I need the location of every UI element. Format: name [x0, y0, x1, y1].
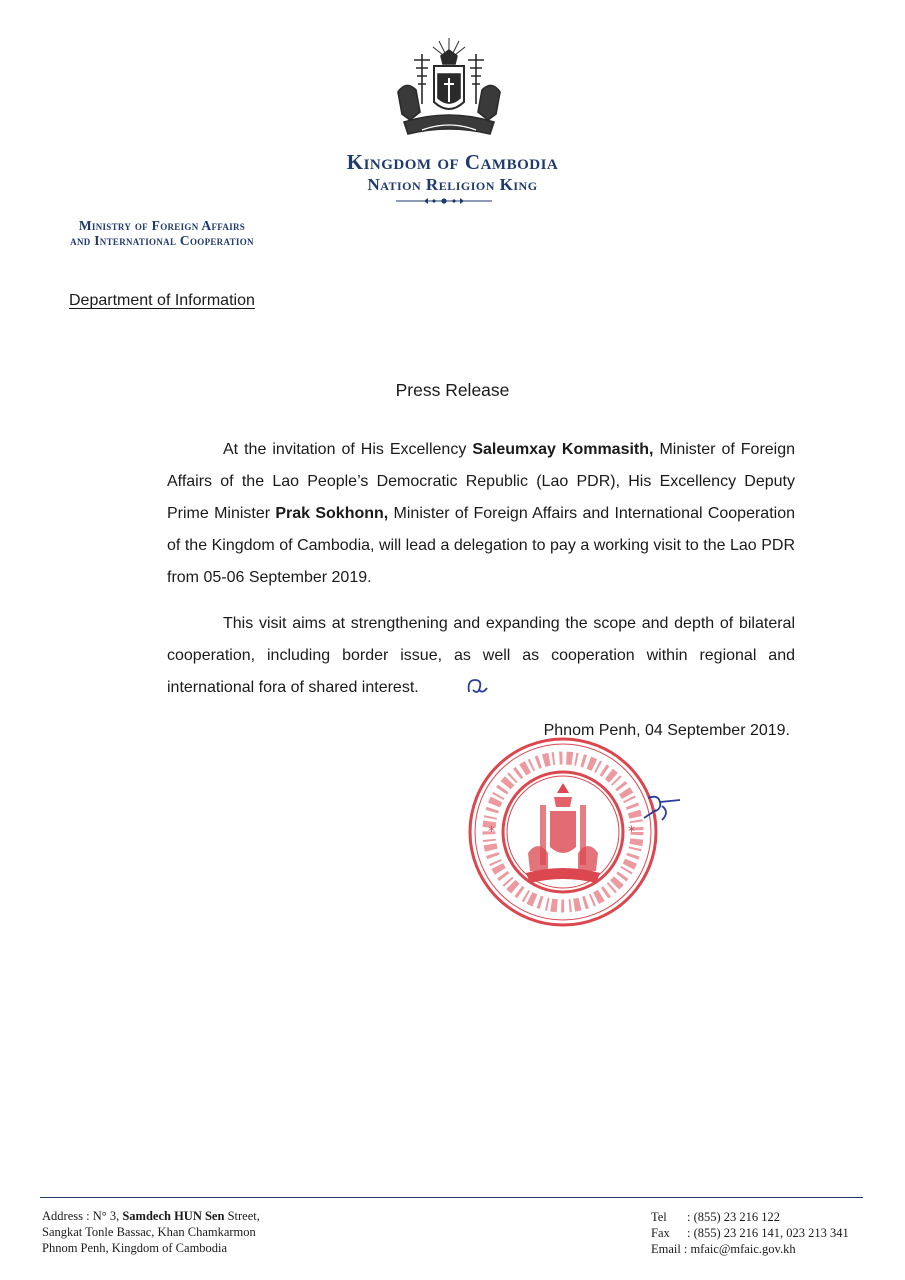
handwritten-mark-icon — [465, 676, 489, 698]
press-release-title: Press Release — [395, 380, 510, 400]
ministry-line-2: and International Cooperation — [70, 233, 254, 248]
contact-fax — [651, 1225, 849, 1241]
tel-value: : (855) 23 216 122 — [687, 1210, 781, 1224]
contact-email — [651, 1241, 849, 1257]
email-label: Email — [651, 1242, 681, 1256]
p1-name-lao-minister: Saleumxay Kommasith, — [472, 441, 654, 458]
footer-divider — [40, 1197, 863, 1198]
address-line-1 — [42, 1208, 260, 1224]
department-heading: Department of Information — [69, 292, 255, 309]
p1-text-2: Minister of Foreign Affairs of the Lao People’s Democratic Republic (Lao PDR), His Excellency Deputy Prime Minister — [167, 441, 796, 522]
fax-value: : (855) 23 216 141, 023 213 341 — [687, 1226, 849, 1240]
paragraph-invitation — [167, 434, 795, 594]
svg-text:*: * — [488, 824, 495, 840]
paragraph-aims: This visit aims at strengthening and expanding the scope and depth of bilateral cooperation, including border issue, as well as cooperation within regional and international fora of shared interest. — [167, 615, 795, 696]
divider-ornament-icon — [396, 196, 492, 206]
signature-icon — [642, 792, 682, 824]
address-line-2: Sangkat Tonle Bassac, Khan Chamkarmon — [42, 1225, 256, 1239]
ministry-heading — [36, 218, 288, 248]
footer-contacts — [651, 1209, 849, 1257]
address-line-3: Phnom Penh, Kingdom of Cambodia — [42, 1241, 228, 1255]
footer-address — [42, 1208, 260, 1256]
ministry-line-1: Ministry of Foreign Affairs — [78, 218, 246, 233]
royal-emblem-icon — [392, 34, 507, 142]
fax-label: Fax — [651, 1226, 670, 1240]
official-seal-icon — [466, 735, 660, 929]
address-street-name: Samdech HUN Sen — [122, 1209, 225, 1223]
p1-text-3: Minister of Foreign Affairs and International Cooperation of the Kingdom of Cambodia, will lead a delegation to pay a working visit to the Lao PDR from 05-06 September 2019. — [167, 505, 795, 586]
email-value: : mfaic@mfaic.gov.kh — [683, 1242, 796, 1256]
place-and-date: Phnom Penh, 04 September 2019. — [543, 722, 790, 739]
tel-label: Tel — [651, 1210, 667, 1224]
p1-text-1: At the invitation of His Excellency — [223, 441, 473, 458]
contact-tel — [651, 1209, 849, 1225]
national-motto: Nation Religion King — [367, 175, 538, 194]
p1-name-cambodian-minister: Prak Sokhonn, — [275, 505, 389, 522]
kingdom-title: Kingdom of Cambodia — [346, 150, 559, 174]
kingdom-heading — [0, 150, 905, 196]
svg-text:*: * — [628, 824, 635, 840]
address-prefix: Address : N° 3, — [42, 1209, 123, 1223]
address-suffix: Street, — [224, 1209, 260, 1223]
